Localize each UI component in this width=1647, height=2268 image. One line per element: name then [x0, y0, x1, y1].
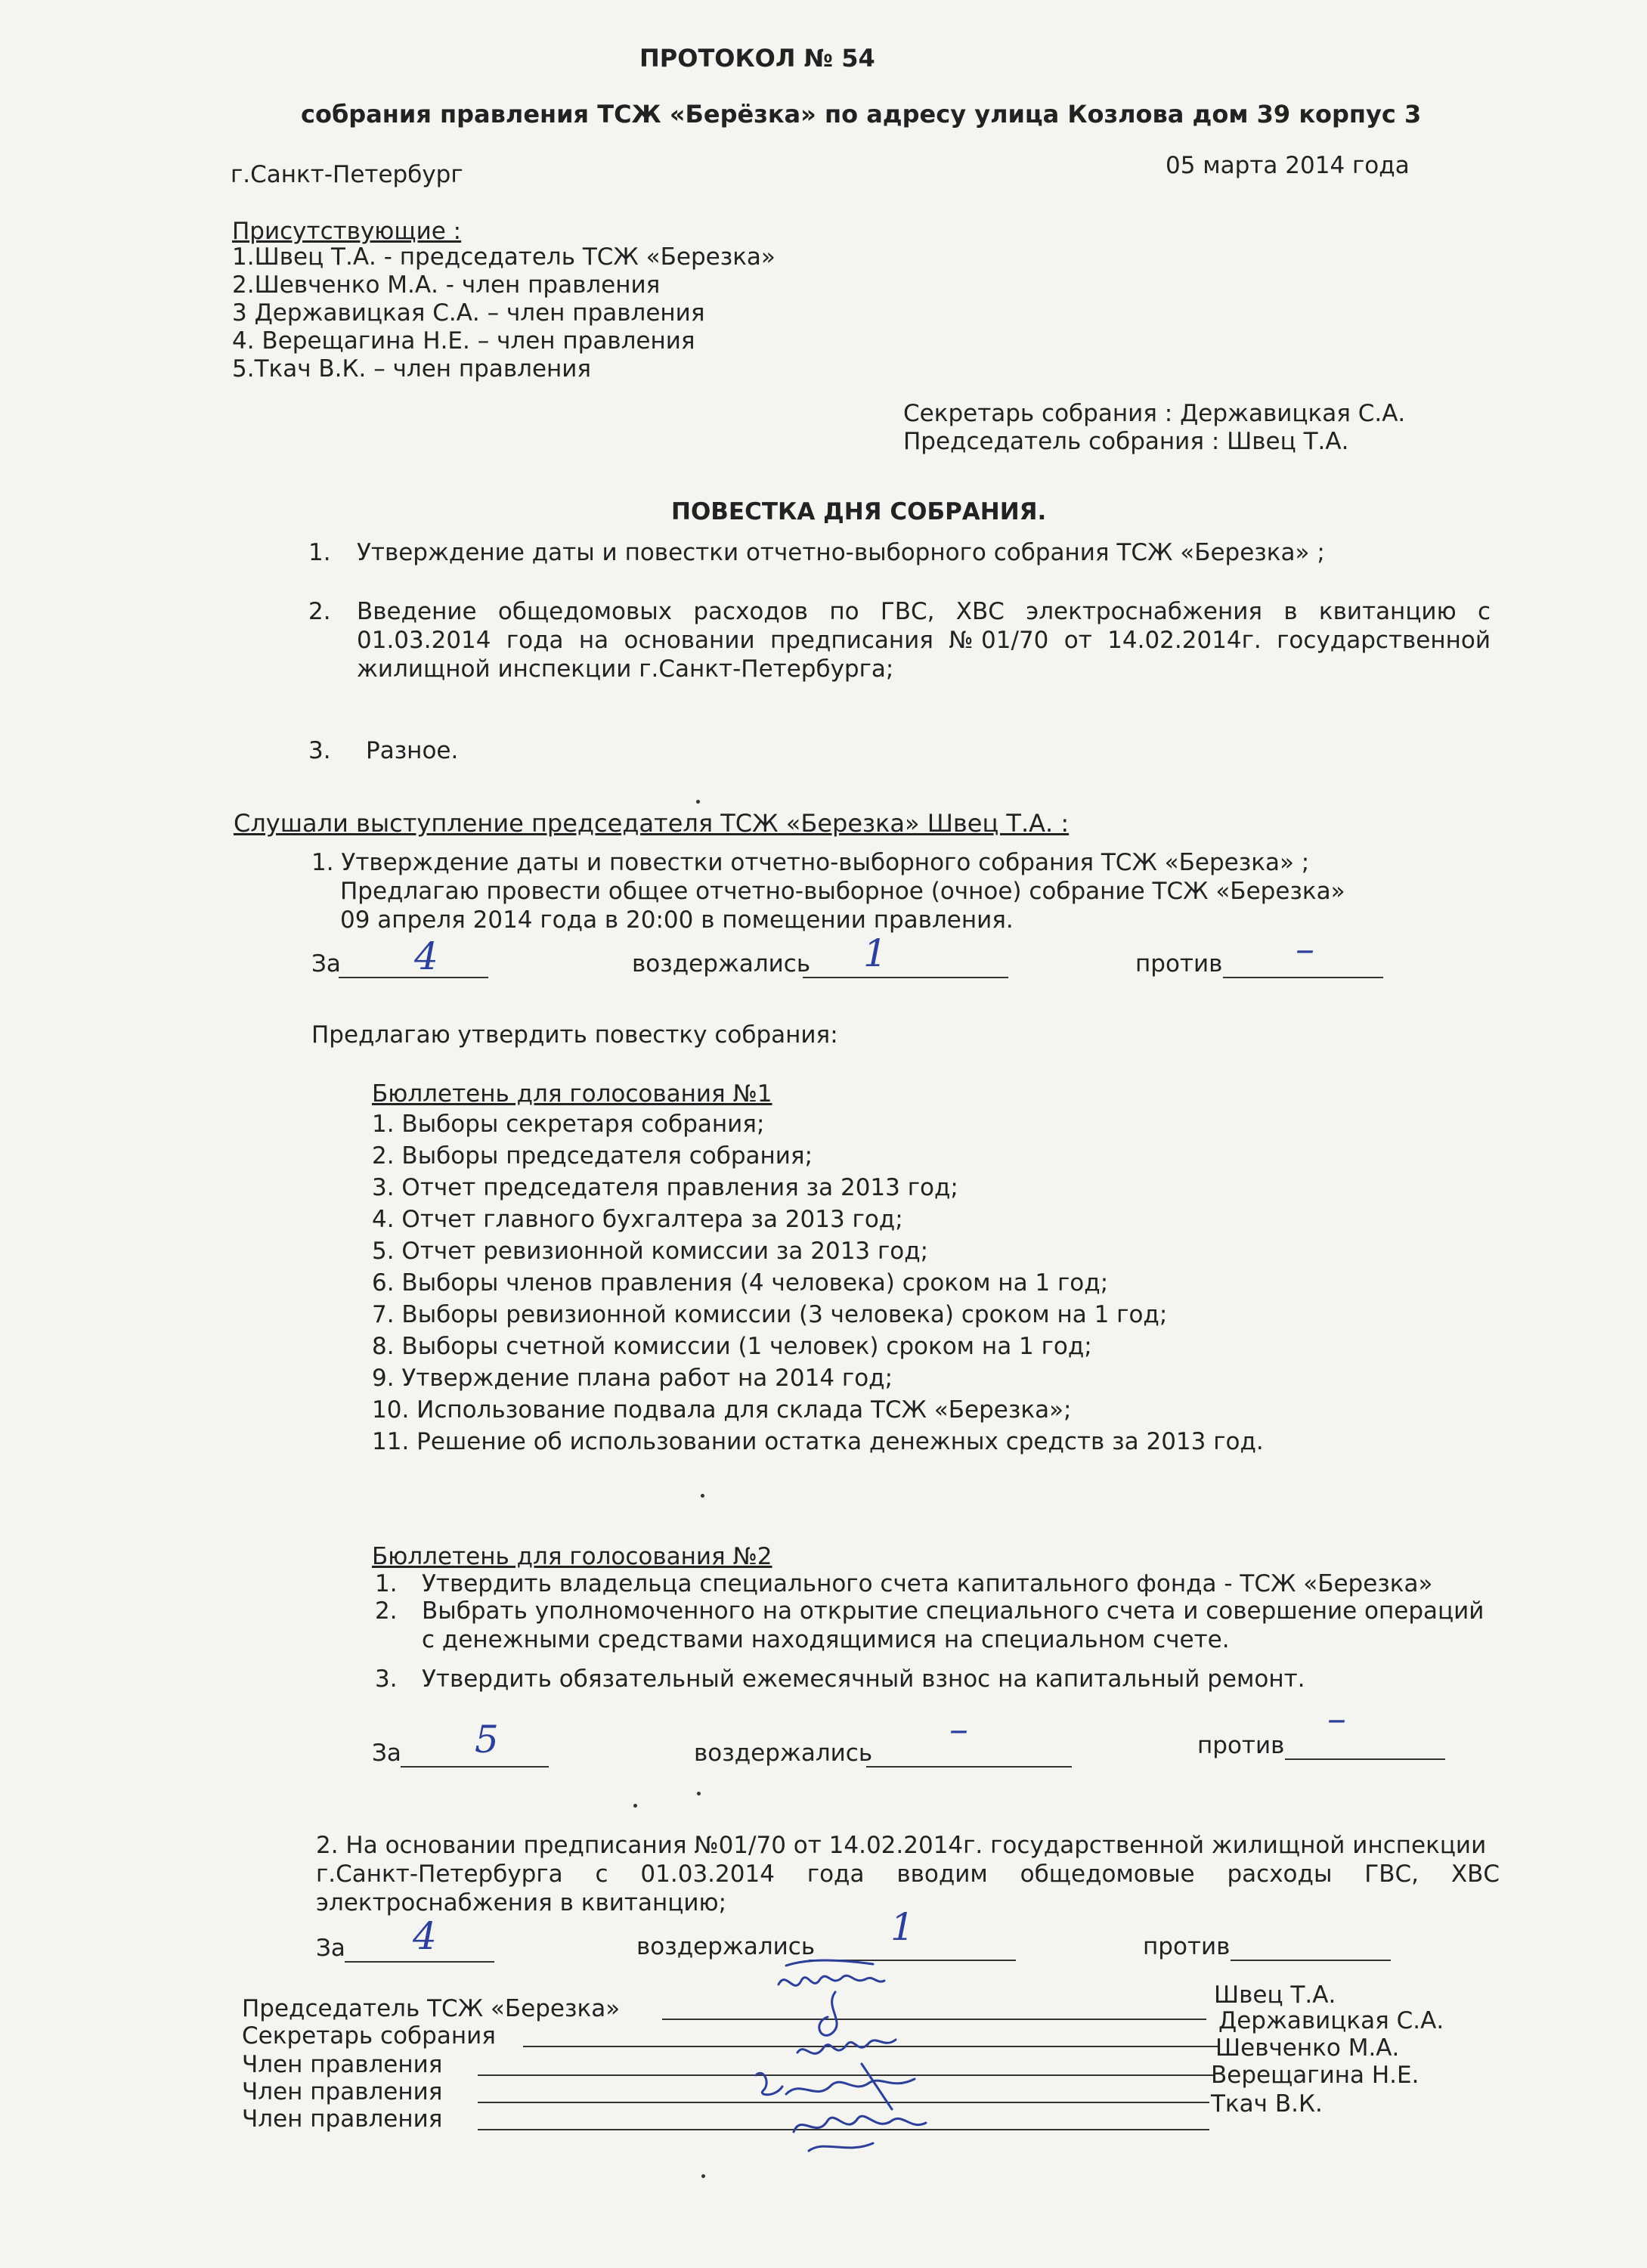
signature-role: Председатель ТСЖ «Березка» — [242, 1995, 621, 2022]
agenda-item-number: 3. — [308, 737, 331, 764]
scan-speck — [633, 1804, 637, 1808]
speech-heading: Слушали выступление председателя ТСЖ «Березка» Швец Т.А. : — [234, 809, 1070, 838]
vote-abstain-value: 1 — [863, 931, 887, 975]
signature-name: Швец Т.А. — [1214, 1981, 1336, 2009]
vote-against-line — [1223, 977, 1383, 978]
vote-for-value: 4 — [414, 934, 438, 978]
vote-abstain-line — [866, 1766, 1072, 1768]
vote-abstain-value: 1 — [890, 1905, 915, 1949]
vote-abstain-line — [803, 977, 1008, 978]
vote-for-value: 5 — [475, 1718, 499, 1761]
document-subtitle: собрания правления ТСЖ «Берёзка» по адресу улица Козлова дом 39 корпус 3 — [301, 100, 1422, 129]
agenda-item-number: 1. — [308, 539, 331, 566]
vote-against-value: – — [1296, 927, 1314, 971]
agenda-item — [308, 597, 331, 626]
ballot2-item — [375, 1597, 1484, 1625]
attendee-item: 5.Ткач В.К. – член правления — [232, 355, 592, 383]
signature-name: Верещагина Н.Е. — [1211, 2062, 1419, 2089]
signature-name: Ткач В.К. — [1211, 2090, 1323, 2118]
vote-for-label: За — [372, 1740, 401, 1767]
city-label: г.Санкт-Петербург — [231, 161, 463, 188]
vote-for-line — [345, 1961, 494, 1963]
document-title: ПРОТОКОЛ № 54 — [639, 44, 875, 73]
ballot1-item: 8. Выборы счетной комиссии (1 человек) сроком на 1 год; — [372, 1333, 1092, 1360]
attendee-item: 1.Швец Т.А. - председатель ТСЖ «Березка» — [232, 243, 776, 271]
signature-name: Державицкая С.А. — [1218, 2007, 1444, 2034]
chair-line: Председатель собрания : Швец Т.А. — [903, 428, 1349, 455]
ballot2-title: Бюллетень для голосования №2 — [372, 1543, 772, 1570]
ballot1-item: 11. Решение об использовании остатка денежных средств за 2013 год. — [372, 1428, 1264, 1455]
ballot2-item — [375, 1665, 1305, 1693]
signature-role: Член правления — [242, 2105, 443, 2133]
agenda-item-text: жилищной инспекции г.Санкт-Петербурга; — [357, 655, 894, 683]
ballot1-item: 3. Отчет председателя правления за 2013 год; — [372, 1174, 958, 1201]
vote-for-value: 4 — [413, 1914, 437, 1958]
agenda-item-text: 01.03.2014 года на основании предписания №01/70 от 14.02.2014г. государственной — [357, 627, 1491, 654]
item2-line: электроснабжения в квитанцию; — [316, 1889, 727, 1916]
ballot2-item-text: с денежными средствами находящимися на специальном счете. — [422, 1626, 1230, 1653]
ballot1-item: 2. Выборы председателя собрания; — [372, 1142, 813, 1170]
ballot1-item: 1. Выборы секретаря собрания; — [372, 1111, 765, 1138]
signature-role: Член правления — [242, 2078, 443, 2105]
ballot2-item-text: Утвердить обязательный ежемесячный взнос на капитальный ремонт. — [422, 1665, 1305, 1693]
ballot2-item-text: Утвердить владельца специального счета капитального фонда - ТСЖ «Березка» — [422, 1570, 1433, 1597]
item2-line: 2. На основании предписания №01/70 от 14.02.2014г. государственной жилищной инспекции — [316, 1832, 1487, 1859]
document-date: 05 марта 2014 года — [1166, 152, 1410, 179]
signature-role: Секретарь собрания — [242, 2022, 496, 2050]
secretary-line: Секретарь собрания : Державицкая С.А. — [903, 400, 1406, 427]
vote-against-label: против — [1135, 950, 1223, 978]
approve-agenda-text: Предлагаю утвердить повестку собрания: — [311, 1021, 838, 1049]
vote-for-line — [401, 1766, 549, 1768]
ballot1-section — [372, 1080, 1264, 1456]
agenda-item-text: Разное. — [366, 737, 459, 764]
agenda-item-number: 2. — [308, 598, 331, 625]
agenda-item-text: Утверждение даты и повестки отчетно-выборного собрания ТСЖ «Березка» ; — [357, 539, 1325, 566]
attendee-item: 3 Державицкая С.А. – член правления — [232, 299, 705, 327]
vote-abstain-value: – — [949, 1707, 968, 1751]
ballot1-item: 4. Отчет главного бухгалтера за 2013 год; — [372, 1206, 903, 1233]
vote-against-value: – — [1327, 1696, 1346, 1740]
ballot2-item-number: 1. — [375, 1570, 398, 1597]
attendees-section — [232, 217, 776, 383]
ballot2-item-number: 3. — [375, 1665, 398, 1693]
ballot1-item: 7. Выборы ревизионной комиссии (3 человека) сроком на 1 год; — [372, 1301, 1168, 1328]
speech-item-line: 1. Утверждение даты и повестки отчетно-выборного собрания ТСЖ «Березка» ; — [311, 849, 1310, 876]
vote-abstain-label: воздержались — [636, 1933, 816, 1960]
speech-item-line: Предлагаю провести общее отчетно-выборное (очное) собрание ТСЖ «Березка» — [340, 878, 1345, 905]
scan-speck — [696, 800, 700, 804]
ballot1-title: Бюллетень для голосования №1 — [372, 1080, 772, 1108]
vote-against-label: против — [1197, 1732, 1285, 1759]
agenda-item — [308, 736, 459, 765]
signature-name: Шевченко М.А. — [1215, 2034, 1400, 2062]
vote-for-label: За — [311, 950, 341, 978]
vote-abstain-label: воздержались — [632, 950, 811, 978]
ballot2-item — [375, 1569, 1433, 1598]
ballot1-item: 10. Использование подвала для склада ТСЖ «Березка»; — [372, 1396, 1072, 1424]
attendee-item: 2.Шевченко М.А. - член правления — [232, 271, 661, 299]
vote-abstain-label: воздержались — [694, 1740, 873, 1767]
vote-for-label: За — [316, 1935, 345, 1962]
agenda-heading: ПОВЕСТКА ДНЯ СОБРАНИЯ. — [671, 498, 1047, 525]
signature-role: Член правления — [242, 2051, 443, 2078]
ballot1-item: 5. Отчет ревизионной комиссии за 2013 год; — [372, 1238, 929, 1265]
agenda-item — [308, 538, 1325, 567]
handwritten-signatures — [741, 1950, 937, 2162]
vote-against-line — [1285, 1758, 1445, 1760]
attendees-heading: Присутствующие : — [232, 218, 462, 245]
item2-line: г.Санкт-Петербурга с 01.03.2014 года вводим общедомовые расходы ГВС, ХВС — [316, 1861, 1500, 1888]
speech-item-line: 09 апреля 2014 года в 20:00 в помещении правления. — [340, 906, 1014, 934]
vote-against-label: против — [1143, 1933, 1231, 1960]
attendee-item: 4. Верещагина Н.Е. – член правления — [232, 327, 695, 355]
scan-speck — [701, 2174, 705, 2178]
ballot2-item-number: 2. — [375, 1597, 398, 1625]
vote-against-line — [1231, 1960, 1391, 1961]
scan-speck — [697, 1792, 701, 1796]
ballot2-item-text: Выбрать уполномоченного на открытие специального счета и совершение операций — [422, 1597, 1484, 1625]
scan-speck — [701, 1494, 704, 1498]
vote-for-line — [339, 977, 488, 978]
ballot1-item: 9. Утверждение плана работ на 2014 год; — [372, 1365, 893, 1392]
ballot1-item: 6. Выборы членов правления (4 человека) сроком на 1 год; — [372, 1269, 1109, 1297]
agenda-item-text: Введение общедомовых расходов по ГВС, ХВС электроснабжения в квитанцию с — [357, 598, 1491, 625]
